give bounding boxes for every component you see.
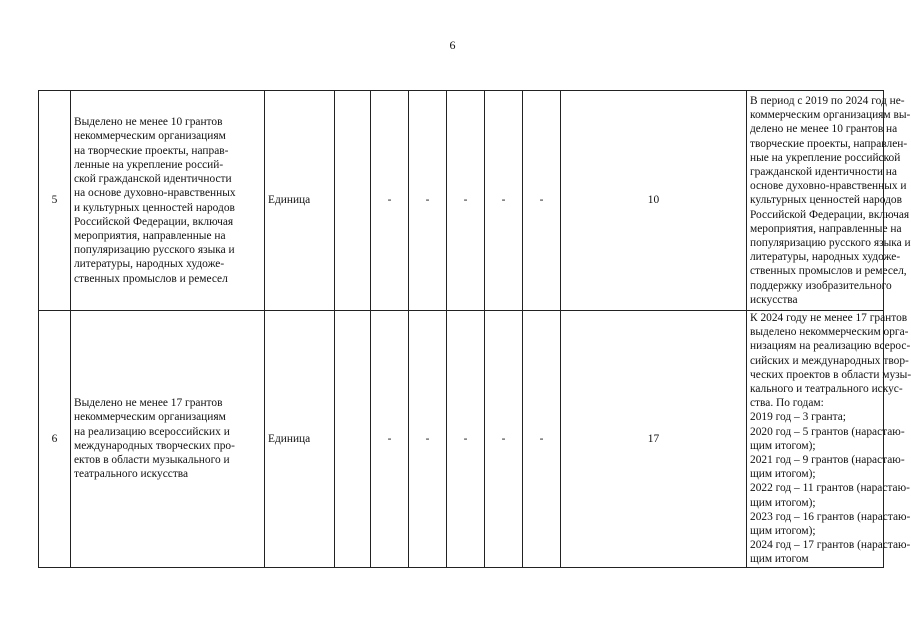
year-value: - <box>409 311 447 568</box>
unit-of-measure: Единица <box>265 91 335 311</box>
detail-line: сийских и международных твор- <box>750 354 909 367</box>
description-line: некоммерческим организациям <box>74 130 226 143</box>
description-line: Выделено не менее 17 грантов <box>74 397 223 410</box>
description-line: мероприятия, направленные на <box>74 229 226 242</box>
table-body <box>39 91 911 568</box>
detail-line: ные на укрепление российской <box>750 151 901 164</box>
description-line: ственных промыслов и ремесел <box>74 272 228 285</box>
detail-line: кального и театрального искус- <box>750 383 903 396</box>
detail-line: культурных ценностей народов <box>750 194 902 207</box>
detail-line: гражданской идентичности на <box>750 165 897 178</box>
result-description <box>747 311 911 568</box>
detail-line: 2024 год – 17 грантов (нарастаю- <box>750 539 911 552</box>
target-total: 17 <box>561 311 747 568</box>
table-row <box>39 91 884 311</box>
detail-line: литературы, народных художе- <box>750 251 901 264</box>
detail-line: В период с 2019 по 2024 год не- <box>750 94 905 107</box>
detail-line: творческие проекты, направлен- <box>750 137 908 150</box>
year-value: - <box>485 91 523 311</box>
description-line: Российской Федерации, включая <box>74 215 234 228</box>
detail-line: Российской Федерации, включая <box>750 208 910 221</box>
description-line: международных творческих про- <box>74 439 235 452</box>
detail-line: щим итогом); <box>750 496 816 509</box>
base-value-cell <box>335 91 371 311</box>
description-line: некоммерческим организациям <box>74 411 226 424</box>
detail-line: основе духовно-нравственных и <box>750 180 907 193</box>
detail-line: щим итогом); <box>750 439 816 452</box>
detail-line: ства. По годам: <box>750 397 824 410</box>
description-line: Выделено не менее 10 грантов <box>74 116 223 129</box>
detail-line: выделено некоммерческим орга- <box>750 326 909 339</box>
detail-line: К 2024 году не менее 17 грантов <box>750 312 908 324</box>
description-line: театрального искусства <box>74 468 189 481</box>
year-value: - <box>371 91 409 311</box>
year-value: - <box>523 91 561 311</box>
year-value: - <box>485 311 523 568</box>
table-row <box>39 311 884 568</box>
detail-line: поддержку изобразительного <box>750 279 892 292</box>
year-value: - <box>447 311 485 568</box>
detail-line: 2021 год – 9 грантов (нарастаю- <box>750 454 905 467</box>
detail-line: популяризацию русского языка и <box>750 237 911 249</box>
detail-line: щим итогом); <box>750 468 816 481</box>
description-line: ленные на укрепление россий- <box>74 158 224 171</box>
detail-line: низациям на реализацию всерос- <box>750 340 911 353</box>
target-total: 10 <box>561 91 747 311</box>
description-line: на основе духовно-нравственных <box>74 187 236 200</box>
page-number: 6 <box>449 38 456 52</box>
detail-line: делено не менее 10 грантов на <box>750 123 898 136</box>
result-description <box>747 91 911 311</box>
year-value: - <box>371 311 409 568</box>
base-value-cell <box>335 311 371 568</box>
detail-line: щим итогом); <box>750 525 816 538</box>
description-line: на творческие проекты, направ- <box>74 144 229 157</box>
indicators-table <box>38 90 911 568</box>
indicator-description <box>71 311 265 568</box>
year-value: - <box>523 311 561 568</box>
detail-line: ственных промыслов и ремесел, <box>750 265 907 278</box>
description-line: литературы, народных художе- <box>74 258 225 271</box>
description-line: и культурных ценностей народов <box>74 201 235 214</box>
detail-line: мероприятия, направленные на <box>750 222 902 235</box>
row-number: 5 <box>39 91 71 311</box>
description-line: ской гражданской идентичности <box>74 173 232 186</box>
year-value: - <box>409 91 447 311</box>
description-line: популяризацию русского языка и <box>74 244 235 257</box>
detail-line: 2023 год – 16 грантов (нарастаю- <box>750 510 911 523</box>
detail-line: 2020 год – 5 грантов (нарастаю- <box>750 425 905 438</box>
detail-line: искусства <box>750 293 798 306</box>
detail-line: коммерческим организациям вы- <box>750 109 911 122</box>
description-line: на реализацию всероссийских и <box>74 425 230 438</box>
row-number: 6 <box>39 311 71 568</box>
detail-line: щим итогом <box>750 553 809 566</box>
year-value: - <box>447 91 485 311</box>
detail-line: 2019 год – 3 гранта; <box>750 411 846 424</box>
detail-line: 2022 год – 11 грантов (нарастаю- <box>750 482 910 495</box>
unit-of-measure: Единица <box>265 311 335 568</box>
detail-line: ческих проектов в области музы- <box>750 368 911 381</box>
indicator-description <box>71 91 265 311</box>
description-line: ектов в области музыкального и <box>74 454 230 467</box>
